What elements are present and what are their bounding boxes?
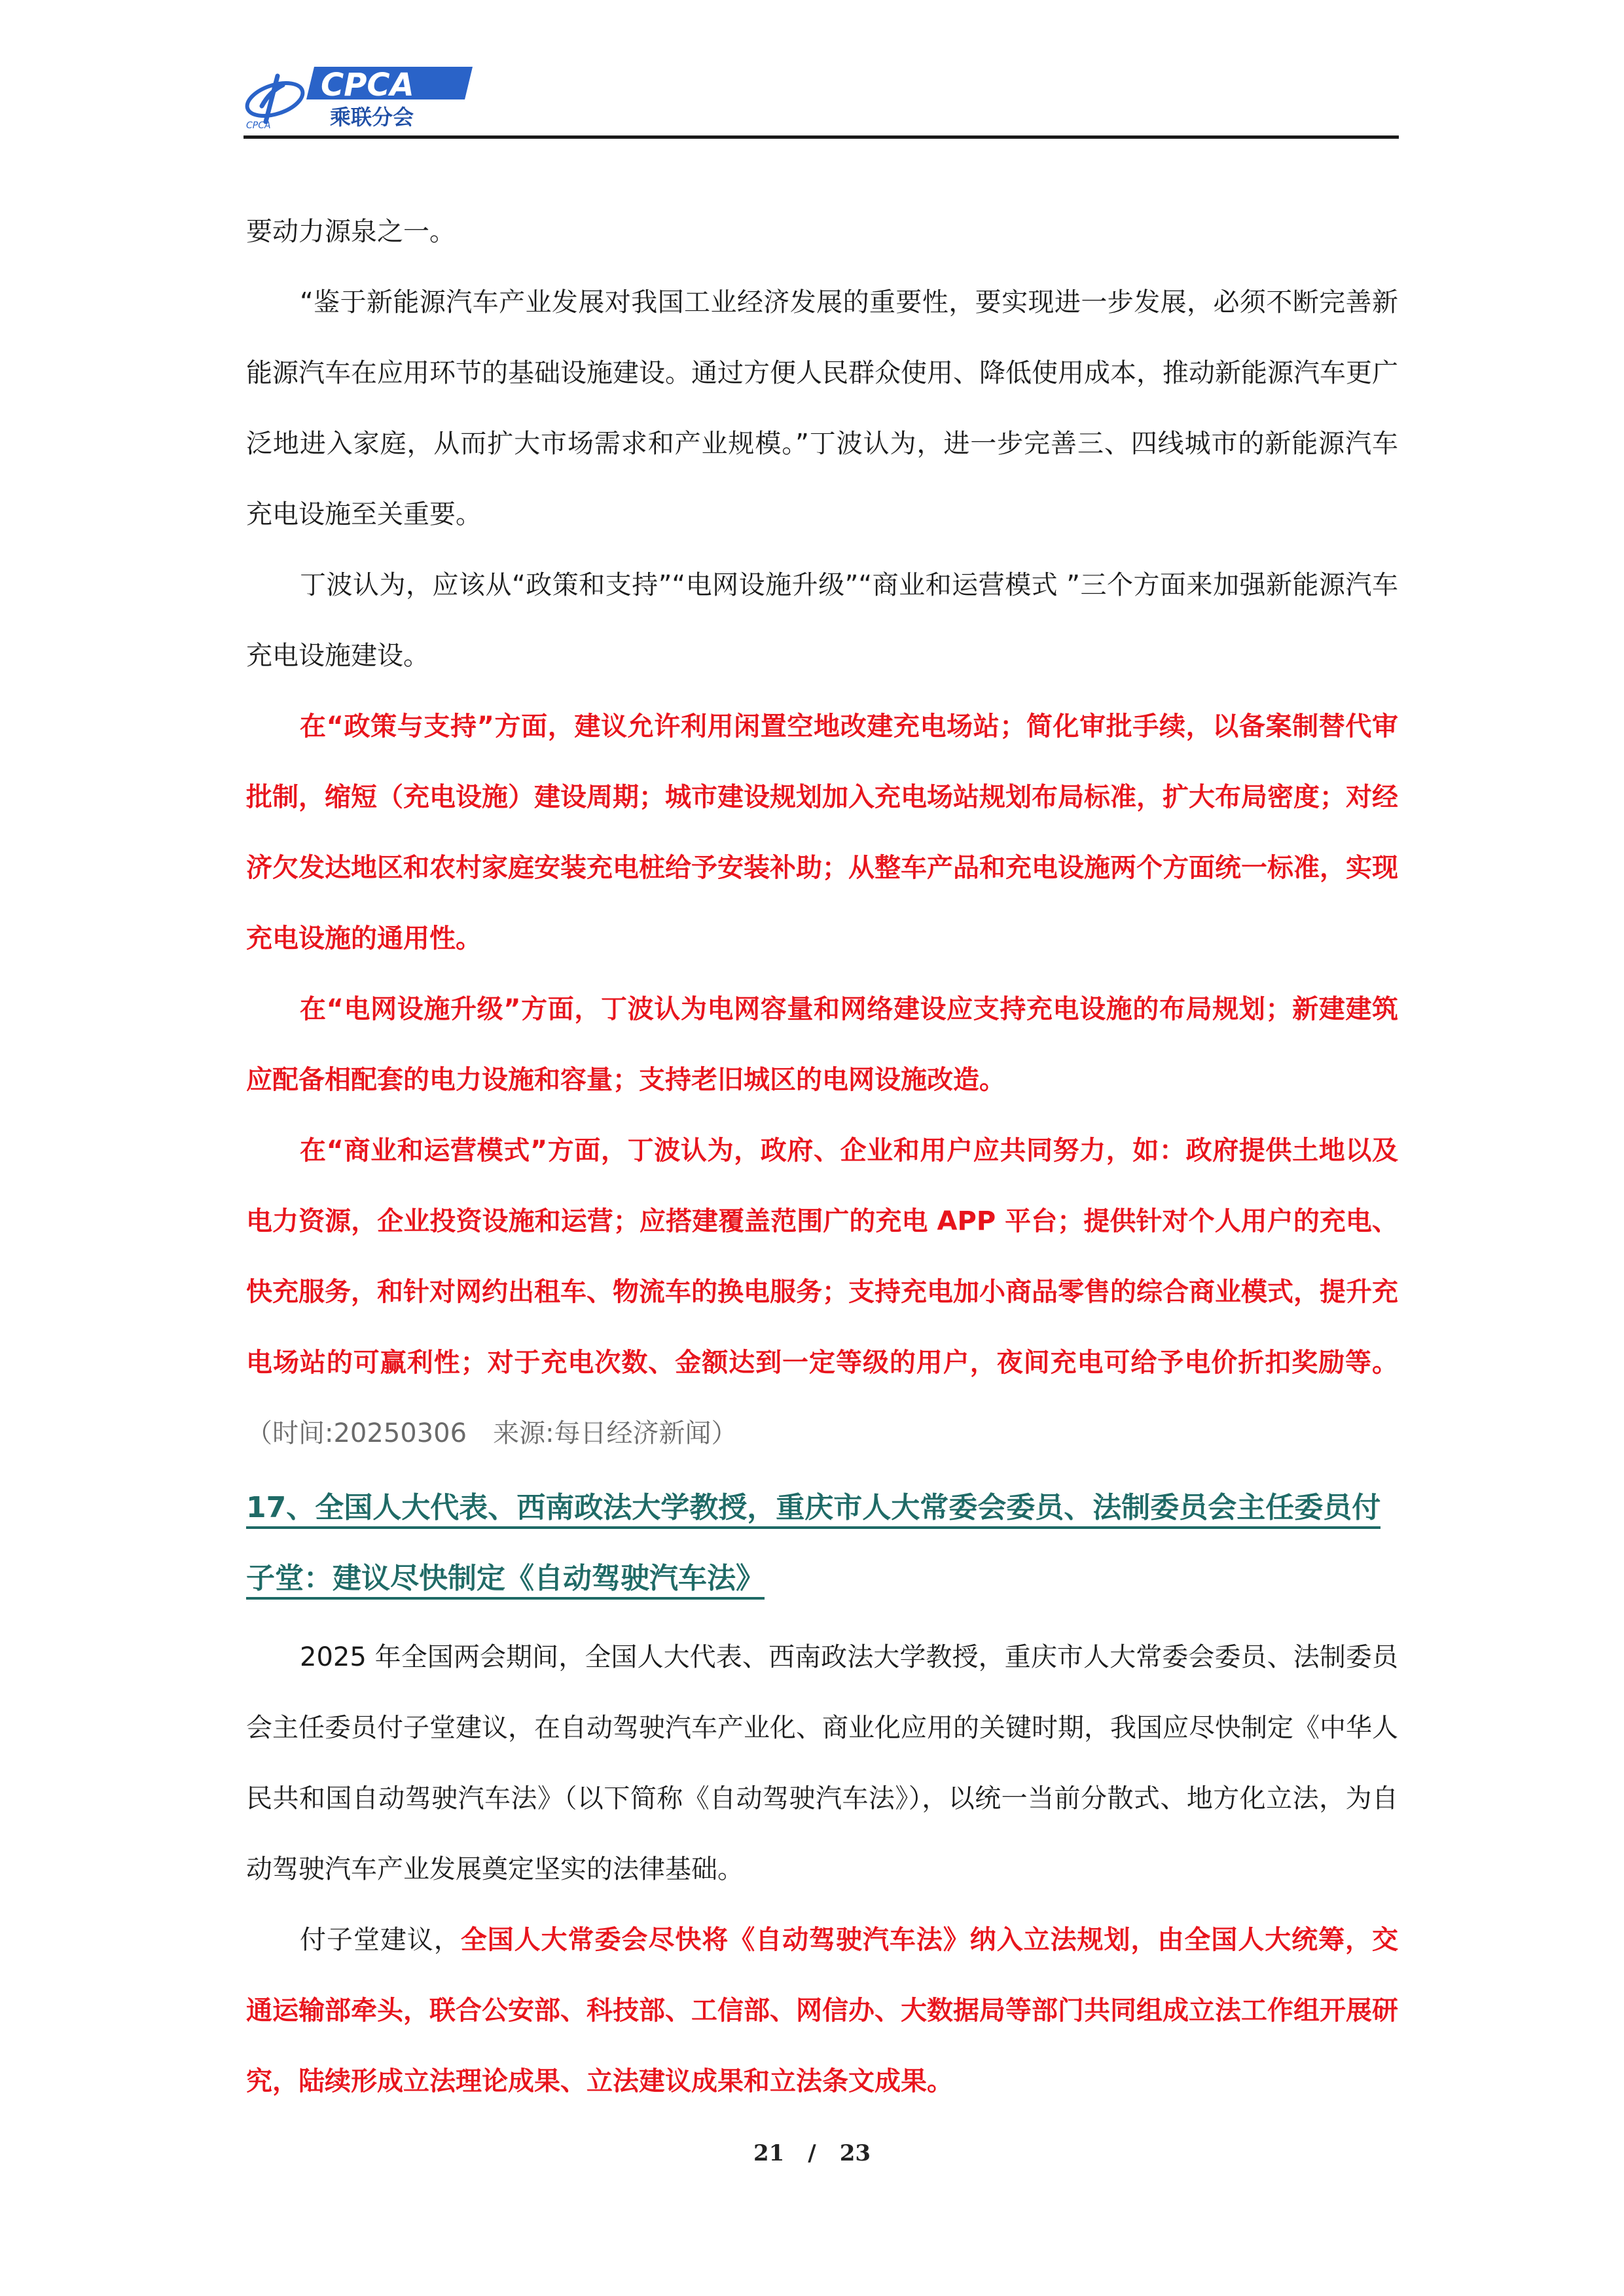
paragraph-business-model	[246, 1115, 1398, 1469]
document-body	[246, 196, 1398, 2117]
paragraph-policy-support: 在“政策与支持”方面，建议允许利用闲置空地改建充电场站；简化审批手续，以备案制替代审批制，缩短（充电设施）建设周期；城市建设规划加入充电场站规划布局标准，扩大布局密度；对经济欠发达地区和农村家庭安装充电桩给予安装补助；从整车产品和充电设施两个方面统一标准，实现充电设施的通用性。	[246, 711, 1398, 954]
paragraph-proposal-detail	[246, 1905, 1398, 2117]
logo-mark-text: CPCA	[246, 120, 271, 131]
cpca-logo-graphic	[244, 59, 479, 132]
paragraph-proposal-intro: 2025 年全国两会期间，全国人大代表、西南政法大学教授，重庆市人大常委会委员、法制委员会主任委员付子堂建议，在自动驾驶汽车产业化、商业化应用的关键时期，我国应尽快制定《中华人民共和国自动驾驶汽车法》（以下简称《自动驾驶汽车法》），以统一当前分散式、地方化立法，为自动驾驶汽车产业发展奠定坚实的法律基础。	[246, 1642, 1398, 1884]
paragraph-continuation: 要动力源泉之一。	[246, 217, 456, 247]
paragraph-quote: “鉴于新能源汽车产业发展对我国工业经济发展的重要性，要实现进一步发展，必须不断完善新能源汽车在应用环节的基础设施建设。通过方便人民群众使用、降低使用成本，推动新能源汽车更广泛地进入家庭，从而扩大市场需求和产业规模。”丁波认为，进一步完善三、四线城市的新能源汽车充电设施至关重要。	[246, 287, 1398, 529]
proposal-emphasis: 全国人大常委会尽快将《自动驾驶汽车法》纳入立法规划，由全国人大统筹，交通运输部牵头，联合公安部、科技部、工信部、网信办、大数据局等部门共同组成立法工作组开展研究，陆续形成立法理论成果、立法建议成果和立法条文成果。	[246, 1925, 1399, 2096]
page-number	[0, 2140, 1624, 2166]
logo-subtitle-text: 乘联分会	[330, 105, 414, 130]
business-model-text: 在“商业和运营模式”方面，丁波认为，政府、企业和用户应共同努力，如：政府提供土地以及电力资源，企业投资设施和运营；应搭建覆盖范围广的充电 APP 平台；提供针对个人用户的充电、快充服务，和针对网约出租车、物流车的换电服务；支持充电加小商品零售的综合商业模式，提升充电场站的可赢利性；对于充电次数、金额达到一定等级的用户，夜间充电可给予电价折扣奖励等。	[246, 1136, 1398, 1378]
current-page: 21	[753, 2140, 785, 2166]
header-divider	[244, 135, 1399, 139]
page-separator: /	[808, 2140, 816, 2166]
section-heading-17	[246, 1473, 1398, 1614]
section-heading-text: 17、全国人大代表、西南政法大学教授，重庆市人大常委会委员、法制委员会主任委员付子堂：建议尽快制定《自动驾驶汽车法》	[246, 1491, 1380, 1600]
source-note: （时间:20250306 来源:每日经济新闻）	[246, 1418, 738, 1448]
proposal-prefix: 付子堂建议，	[300, 1925, 461, 1955]
logo-title-text: CPCA	[321, 67, 414, 103]
paragraph-grid-upgrade: 在“电网设施升级”方面，丁波认为电网容量和网络建设应支持充电设施的布局规划；新建建筑应配备相配套的电力设施和容量；支持老旧城区的电网设施改造。	[246, 994, 1398, 1095]
total-pages: 23	[839, 2140, 871, 2166]
cpca-logo	[244, 59, 479, 132]
paragraph-three-aspects: 丁波认为，应该从“政策和支持”“电网设施升级”“商业和运营模式 ”三个方面来加强新能源汽车充电设施建设。	[246, 570, 1398, 671]
